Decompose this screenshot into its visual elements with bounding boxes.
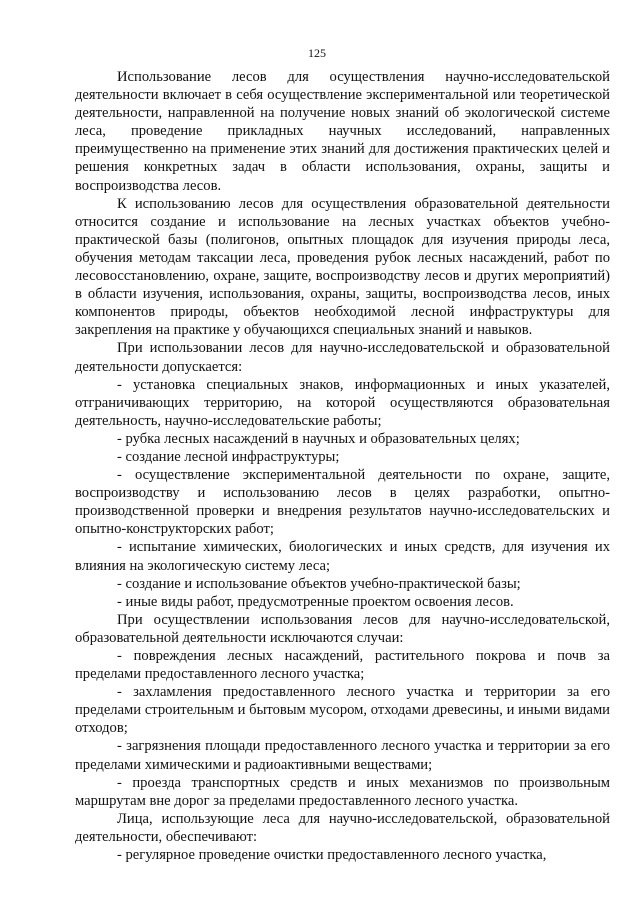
list-item: - загрязнения площади предоставленного лесного участка и территории за его пределами химическими и радиоактивными веществами; (75, 738, 610, 773)
list-item: - рубка лесных насаждений в научных и образовательных целях; (117, 430, 520, 447)
paragraph-obligations-intro: Лица, использующие леса для научно-исследовательской, образовательной деятельности, обеспечивают: (75, 810, 610, 845)
paragraph-educational-use: К использованию лесов для осуществления образовательной деятельности относится создание и использование на лесных участках объектов учебно-практической базы (полигонов, опытных площадок для изучения природы леса, обучения методам таксации леса, проведения рубок лесных насаждений, работ по лесовосстановлению, охране, защите, воспроизводству лесов и других мероприятий) в области изучения, использования, охраны, защиты, воспроизводства лесов, иных компонентов природы, объектов необходимой лесной инфраструктуры для закрепления на практике у обучающихся специальных знаний и навыков. (75, 195, 610, 339)
list-item: - создание и использование объектов учебно-практической базы; (117, 575, 521, 592)
page-number: 125 (308, 46, 326, 60)
list-item: - осуществление экспериментальной деятельности по охране, защите, воспроизводству и использованию лесов в целях разработки, опытно-производственной проверки и внедрения результатов научно-исследовательских и опытно-конструкторских работ; (75, 467, 610, 538)
list-item: - установка специальных знаков, информационных и иных указателей, отграничивающих территорию, на которой осуществляются образовательная деятельность, научно-исследовательские работы; (75, 376, 610, 429)
list-item: - повреждения лесных насаждений, растительного покрова и почв за пределами предоставленного лесного участка; (75, 648, 610, 683)
document-body (75, 68, 610, 864)
list-item: - создание лесной инфраструктуры; (117, 448, 340, 465)
paragraph-permitted-intro: При использовании лесов для научно-исследовательской и образовательной деятельности допускается: (75, 340, 610, 375)
list-item: - испытание химических, биологических и иных средств, для изучения их влияния на экологическую систему леса; (75, 539, 610, 574)
list-item: - иные виды работ, предусмотренные проектом освоения лесов. (117, 593, 514, 610)
list-item: - регулярное проведение очистки предоставленного лесного участка, (117, 847, 547, 864)
paragraph-research-use: Использование лесов для осуществления научно-исследовательской деятельности включает в себя осуществление экспериментальной или теоретической деятельности, направленной на получение новых знаний об экологической системе леса, проведение прикладных научных исследований, направленных преимущественно на применение этих знаний для достижения практических целей и решения конкретных задач в области использования, охраны, защиты и воспроизводства лесов. (75, 69, 610, 194)
list-item: - проезда транспортных средств и иных механизмов по произвольным маршрутам вне дорог за пределами предоставленного лесного участка. (75, 774, 610, 809)
list-item: - захламления предоставленного лесного участка и территории за его пределами строительным и бытовым мусором, отходами древесины, и иными видами отходов; (75, 684, 610, 737)
paragraph-excluded-intro: При осуществлении использования лесов для научно-исследовательской, образовательной деятельности исключаются случаи: (75, 611, 610, 646)
